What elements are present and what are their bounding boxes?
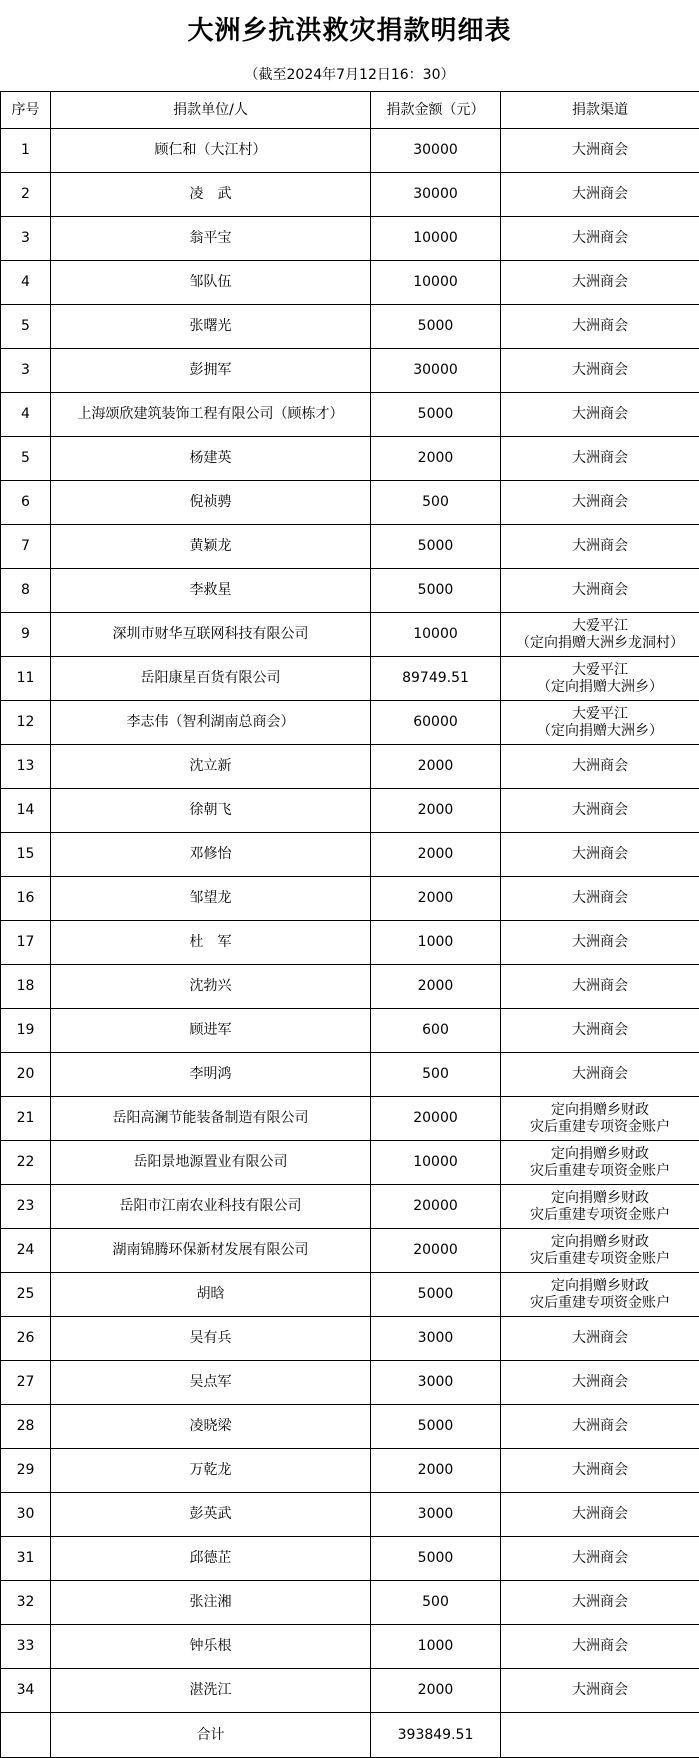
donation-channel: [501, 1361, 699, 1405]
channel-line: 大洲商会: [501, 1682, 699, 1699]
donation-amount: 30000: [371, 173, 501, 217]
table-row: [1, 173, 699, 217]
donation-channel: [501, 1097, 699, 1141]
table-row: [1, 1493, 699, 1537]
donation-channel: [501, 877, 699, 921]
channel-line: 灾后重建专项资金账户: [501, 1119, 699, 1136]
donor-name: 岳阳市江南农业科技有限公司: [51, 1185, 371, 1229]
donation-amount: 3000: [371, 1317, 501, 1361]
donation-amount: 60000: [371, 701, 501, 745]
donor-name: 倪祯骋: [51, 481, 371, 525]
donor-name: 岳阳景地源置业有限公司: [51, 1141, 371, 1185]
donor-name: 湛洗江: [51, 1669, 371, 1713]
donor-name: 吴有兵: [51, 1317, 371, 1361]
row-number: 5: [1, 305, 51, 349]
table-row: [1, 1141, 699, 1185]
table-row: [1, 1625, 699, 1669]
row-number: 9: [1, 613, 51, 657]
row-number: 25: [1, 1273, 51, 1317]
donation-amount: 2000: [371, 1449, 501, 1493]
channel-line: 大爱平江: [501, 662, 699, 679]
table-row: [1, 393, 699, 437]
donation-channel: [501, 1317, 699, 1361]
table-row: [1, 261, 699, 305]
donation-channel: [501, 745, 699, 789]
donation-channel: [501, 1449, 699, 1493]
donor-name: 杨建英: [51, 437, 371, 481]
donation-amount: 2000: [371, 437, 501, 481]
donation-amount: 3000: [371, 1361, 501, 1405]
donation-channel: [501, 1581, 699, 1625]
table-row: [1, 657, 699, 701]
donation-channel: [501, 657, 699, 701]
donation-channel: [501, 1405, 699, 1449]
header-name: 捐款单位/人: [51, 92, 371, 129]
row-number: 7: [1, 525, 51, 569]
donor-name: 凌晓梁: [51, 1405, 371, 1449]
channel-line: 大洲商会: [501, 846, 699, 863]
donation-channel: [501, 1493, 699, 1537]
donor-name: 岳阳高澜节能装备制造有限公司: [51, 1097, 371, 1141]
donor-name: 吴点军: [51, 1361, 371, 1405]
donation-amount: 5000: [371, 1273, 501, 1317]
row-number: 11: [1, 657, 51, 701]
row-number: 28: [1, 1405, 51, 1449]
table-row: [1, 877, 699, 921]
table-row: [1, 1317, 699, 1361]
channel-line: 大洲商会: [501, 1550, 699, 1567]
row-number: 33: [1, 1625, 51, 1669]
donation-channel: [501, 217, 699, 261]
channel-line: （定向捐赠大洲乡）: [501, 679, 699, 696]
row-number: 23: [1, 1185, 51, 1229]
channel-line: 大洲商会: [501, 362, 699, 379]
page-subtitle: （截至2024年7月12日16：30）: [0, 56, 699, 91]
channel-line: 灾后重建专项资金账户: [501, 1251, 699, 1268]
table-row: [1, 833, 699, 877]
channel-line: 大洲商会: [501, 142, 699, 159]
donation-channel: [501, 393, 699, 437]
row-number: 4: [1, 261, 51, 305]
donor-name: 杜 军: [51, 921, 371, 965]
channel-line: 大洲商会: [501, 1418, 699, 1435]
channel-line: 大洲商会: [501, 1066, 699, 1083]
donation-amount: 10000: [371, 261, 501, 305]
donor-name: 钟乐根: [51, 1625, 371, 1669]
row-number: 20: [1, 1053, 51, 1097]
table-row: [1, 613, 699, 657]
donor-name: 张注湘: [51, 1581, 371, 1625]
channel-line: 大洲商会: [501, 890, 699, 907]
donation-amount: 1000: [371, 1625, 501, 1669]
donation-channel: [501, 921, 699, 965]
donation-amount: 5000: [371, 393, 501, 437]
donor-name: 张曙光: [51, 305, 371, 349]
channel-line: 大洲商会: [501, 934, 699, 951]
channel-line: 定向捐赠乡财政: [501, 1234, 699, 1251]
row-number: 31: [1, 1537, 51, 1581]
channel-line: 大洲商会: [501, 406, 699, 423]
row-number: 3: [1, 217, 51, 261]
donation-amount: 2000: [371, 745, 501, 789]
row-number: 2: [1, 173, 51, 217]
row-number: 21: [1, 1097, 51, 1141]
donation-channel: [501, 1229, 699, 1273]
table-row: [1, 1009, 699, 1053]
table-row: [1, 1361, 699, 1405]
table-body: [1, 129, 699, 1758]
channel-line: 大洲商会: [501, 1330, 699, 1347]
row-number: 18: [1, 965, 51, 1009]
row-number: 1: [1, 129, 51, 173]
donation-channel: [501, 305, 699, 349]
row-number: 14: [1, 789, 51, 833]
donor-name: 邹望龙: [51, 877, 371, 921]
row-number: 22: [1, 1141, 51, 1185]
donor-name: 黄颖龙: [51, 525, 371, 569]
table-row: [1, 1273, 699, 1317]
table-row: [1, 921, 699, 965]
donation-table: [0, 91, 699, 1758]
donor-name: 翁平宝: [51, 217, 371, 261]
donation-channel: [501, 1625, 699, 1669]
donor-name: 万乾龙: [51, 1449, 371, 1493]
channel-line: 大洲商会: [501, 538, 699, 555]
donation-amount: 500: [371, 1581, 501, 1625]
channel-line: 定向捐赠乡财政: [501, 1102, 699, 1119]
donation-channel: [501, 1141, 699, 1185]
donation-amount: 5000: [371, 305, 501, 349]
donor-name: 上海颂欣建筑装饰工程有限公司（顾栋才）: [51, 393, 371, 437]
donor-name: 李明鸿: [51, 1053, 371, 1097]
donation-channel: [501, 789, 699, 833]
donor-name: 凌 武: [51, 173, 371, 217]
donor-name: 沈勃兴: [51, 965, 371, 1009]
total-channel-blank: [501, 1713, 699, 1758]
channel-line: 大洲商会: [501, 1506, 699, 1523]
page-title: 大洲乡抗洪救灾捐款明细表: [0, 0, 699, 56]
row-number: 30: [1, 1493, 51, 1537]
donation-channel: [501, 1009, 699, 1053]
donation-channel: [501, 437, 699, 481]
table-row: [1, 305, 699, 349]
row-number: 12: [1, 701, 51, 745]
donation-channel: [501, 965, 699, 1009]
donation-channel: [501, 349, 699, 393]
donation-amount: 89749.51: [371, 657, 501, 701]
channel-line: 大洲商会: [501, 978, 699, 995]
donor-name: 顾进军: [51, 1009, 371, 1053]
donation-amount: 20000: [371, 1229, 501, 1273]
donation-channel: [501, 833, 699, 877]
donor-name: 彭拥军: [51, 349, 371, 393]
donation-amount: 500: [371, 1053, 501, 1097]
donor-name: 邱德芷: [51, 1537, 371, 1581]
table-row: [1, 1449, 699, 1493]
donation-amount: 2000: [371, 833, 501, 877]
table-row: [1, 745, 699, 789]
donor-name: 李救星: [51, 569, 371, 613]
donation-channel: [501, 701, 699, 745]
table-row: [1, 437, 699, 481]
total-amount: 393849.51: [371, 1713, 501, 1758]
donation-amount: 2000: [371, 1669, 501, 1713]
channel-line: 大洲商会: [501, 1638, 699, 1655]
donation-amount: 2000: [371, 965, 501, 1009]
donation-channel: [501, 1273, 699, 1317]
channel-line: 大洲商会: [501, 1462, 699, 1479]
channel-line: 灾后重建专项资金账户: [501, 1207, 699, 1224]
total-blank: [1, 1713, 51, 1758]
donation-channel: [501, 613, 699, 657]
header-amount: 捐款金额（元）: [371, 92, 501, 129]
channel-line: 大洲商会: [501, 802, 699, 819]
channel-line: （定向捐赠大洲乡龙洞村）: [501, 635, 699, 652]
donation-channel: [501, 1053, 699, 1097]
channel-line: 大洲商会: [501, 318, 699, 335]
table-row: [1, 1053, 699, 1097]
row-number: 8: [1, 569, 51, 613]
row-number: 3: [1, 349, 51, 393]
table-row: [1, 1537, 699, 1581]
row-number: 16: [1, 877, 51, 921]
channel-line: 大洲商会: [501, 274, 699, 291]
row-number: 15: [1, 833, 51, 877]
channel-line: 定向捐赠乡财政: [501, 1190, 699, 1207]
donor-name: 彭英武: [51, 1493, 371, 1537]
row-number: 4: [1, 393, 51, 437]
donation-amount: 2000: [371, 877, 501, 921]
donor-name: 邓修怡: [51, 833, 371, 877]
table-row: [1, 1669, 699, 1713]
channel-line: 大洲商会: [501, 1594, 699, 1611]
table-row: [1, 1097, 699, 1141]
table-row: [1, 129, 699, 173]
donation-amount: 5000: [371, 525, 501, 569]
donation-amount: 20000: [371, 1097, 501, 1141]
donation-amount: 3000: [371, 1493, 501, 1537]
channel-line: 大洲商会: [501, 230, 699, 247]
donation-amount: 5000: [371, 569, 501, 613]
row-number: 5: [1, 437, 51, 481]
channel-line: 灾后重建专项资金账户: [501, 1163, 699, 1180]
donation-amount: 30000: [371, 349, 501, 393]
donation-channel: [501, 129, 699, 173]
row-number: 29: [1, 1449, 51, 1493]
donation-channel: [501, 525, 699, 569]
donor-name: 李志伟（智利湖南总商会）: [51, 701, 371, 745]
channel-line: （定向捐赠大洲乡）: [501, 723, 699, 740]
donor-name: 顾仁和（大江村）: [51, 129, 371, 173]
channel-line: 定向捐赠乡财政: [501, 1278, 699, 1295]
donation-amount: 5000: [371, 1537, 501, 1581]
table-row: [1, 1581, 699, 1625]
donor-name: 湖南锦腾环保新材发展有限公司: [51, 1229, 371, 1273]
donation-amount: 500: [371, 481, 501, 525]
donation-channel: [501, 1185, 699, 1229]
channel-line: 大洲商会: [501, 1022, 699, 1039]
donation-channel: [501, 261, 699, 305]
donation-amount: 30000: [371, 129, 501, 173]
channel-line: 大爱平江: [501, 618, 699, 635]
row-number: 19: [1, 1009, 51, 1053]
table-row: [1, 481, 699, 525]
donation-amount: 10000: [371, 1141, 501, 1185]
table-row: [1, 789, 699, 833]
donor-name: 岳阳康星百货有限公司: [51, 657, 371, 701]
row-number: 34: [1, 1669, 51, 1713]
donation-amount: 2000: [371, 789, 501, 833]
table-row: [1, 1229, 699, 1273]
donation-channel: [501, 173, 699, 217]
row-number: 32: [1, 1581, 51, 1625]
channel-line: 大洲商会: [501, 758, 699, 775]
table-row: [1, 349, 699, 393]
row-number: 26: [1, 1317, 51, 1361]
donation-channel: [501, 1537, 699, 1581]
row-number: 6: [1, 481, 51, 525]
table-row: [1, 569, 699, 613]
channel-line: 大洲商会: [501, 450, 699, 467]
channel-line: 定向捐赠乡财政: [501, 1146, 699, 1163]
donation-amount: 20000: [371, 1185, 501, 1229]
donation-amount: 1000: [371, 921, 501, 965]
donor-name: 沈立新: [51, 745, 371, 789]
donor-name: 深圳市财华互联网科技有限公司: [51, 613, 371, 657]
total-row: [1, 1713, 699, 1758]
total-label: 合计: [51, 1713, 371, 1758]
table-row: [1, 1185, 699, 1229]
row-number: 13: [1, 745, 51, 789]
header-no: 序号: [1, 92, 51, 129]
table-row: [1, 525, 699, 569]
channel-line: 大洲商会: [501, 186, 699, 203]
table-row: [1, 217, 699, 261]
donation-channel: [501, 481, 699, 525]
header-channel: 捐款渠道: [501, 92, 699, 129]
channel-line: 灾后重建专项资金账户: [501, 1295, 699, 1312]
donation-amount: 600: [371, 1009, 501, 1053]
donor-name: 邹队伍: [51, 261, 371, 305]
header-row: [1, 92, 699, 129]
table-row: [1, 965, 699, 1009]
donation-channel: [501, 1669, 699, 1713]
table-row: [1, 1405, 699, 1449]
channel-line: 大洲商会: [501, 494, 699, 511]
donor-name: 胡晗: [51, 1273, 371, 1317]
donor-name: 徐朝飞: [51, 789, 371, 833]
channel-line: 大爱平江: [501, 706, 699, 723]
row-number: 24: [1, 1229, 51, 1273]
donation-amount: 10000: [371, 613, 501, 657]
donation-amount: 10000: [371, 217, 501, 261]
row-number: 27: [1, 1361, 51, 1405]
table-row: [1, 701, 699, 745]
donation-channel: [501, 569, 699, 613]
channel-line: 大洲商会: [501, 582, 699, 599]
row-number: 17: [1, 921, 51, 965]
donation-amount: 5000: [371, 1405, 501, 1449]
channel-line: 大洲商会: [501, 1374, 699, 1391]
